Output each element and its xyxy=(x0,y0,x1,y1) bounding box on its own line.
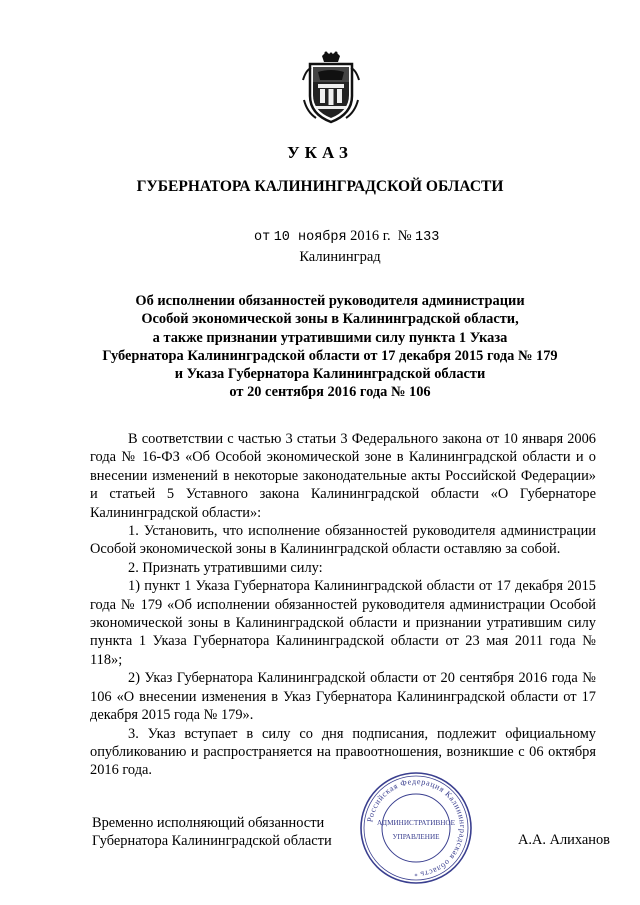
date-line xyxy=(254,228,439,245)
body-paragraph-item-3: 3. Указ вступает в силу со дня подписания, подлежит официальному опубликованию и распространяется на правоотношения, возникшие с 06 октября 2016 года. xyxy=(90,725,596,779)
document-title: УКАЗ xyxy=(287,143,353,162)
seal-center-line2: УПРАВЛЕНИЕ xyxy=(392,833,440,841)
heading-line: Особой экономической зоны в Калининградской области, xyxy=(141,311,519,328)
heading-line: Губернатора Калининградской области от 17 декабря 2015 года № 179 xyxy=(102,347,558,364)
date-day-month: 10 ноября xyxy=(273,230,347,245)
body-paragraph-item-1: 1. Установить, что исполнение обязанностей руководителя администрации Особой экономической зоны в Калининградской области оставляю за собой. xyxy=(90,523,596,558)
svg-text:Российская Федерация Калинингр xyxy=(365,777,467,879)
official-seal-stamp xyxy=(358,770,474,886)
document-issuer: ГУБЕРНАТОРА КАЛИНИНГРАДСКОЙ ОБЛАСТИ xyxy=(136,178,504,195)
seal-center-line1: АДМИНИСТРАТИВНОЕ xyxy=(376,819,456,827)
city-name: Калининград xyxy=(299,249,381,265)
svg-text:*: * xyxy=(414,873,418,880)
date-year: 2016 г. xyxy=(350,228,391,244)
body-paragraph-item-2: 2. Признать утратившими силу: xyxy=(128,559,323,576)
signer-position-line2: Губернатора Калининградской области xyxy=(92,833,332,850)
city-line xyxy=(0,249,640,266)
document-heading xyxy=(60,292,600,402)
document-body xyxy=(90,430,596,780)
date-prefix: от xyxy=(254,230,271,245)
document-number: 133 xyxy=(415,230,440,245)
signer-name: А.А. Алиханов xyxy=(518,832,610,848)
heading-line: а также признании утратившими силу пункта 1 Указа xyxy=(152,329,508,346)
number-sign: № xyxy=(397,228,412,244)
seal-ring-text: Российская Федерация Калининградская область xyxy=(365,776,468,879)
kaliningrad-coat-of-arms-icon xyxy=(300,50,362,126)
body-paragraph-preamble: В соответствии с частью 3 статьи 3 Федерального закона от 10 января 2006 года № 16-ФЗ «Об Особой экономической зоне в Калининградской области и о внесении изменений в некоторые законодательные акты Российской Федерации» и статьей 5 Уставного закона Калининградской области «О Губернаторе Калининградской области»: xyxy=(90,431,596,521)
heading-line: Об исполнении обязанностей руководителя администрации xyxy=(135,293,525,309)
heading-line: от 20 сентября 2016 года № 106 xyxy=(229,384,431,401)
heading-line: и Указа Губернатора Калининградской области xyxy=(174,366,486,383)
signer-position-line1: Временно исполняющий обязанности xyxy=(92,815,325,831)
body-paragraph-item-2-1: 1) пункт 1 Указа Губернатора Калининградской области от 17 декабря 2015 года № 179 «Об исполнении обязанностей руководителя администрации Особой экономической зоны в Калининградской области и признании утратившим силу пункта 1 Указа Губернатора Калининградской области от 23 мая 2011 года № 118»; xyxy=(90,578,596,668)
signature-block xyxy=(92,814,332,851)
body-paragraph-item-2-2: 2) Указ Губернатора Калининградской области от 20 сентября 2016 года № 106 «О внесении изменения в Указ Губернатора Калининградской области от 17 декабря 2015 года № 179». xyxy=(90,670,596,724)
